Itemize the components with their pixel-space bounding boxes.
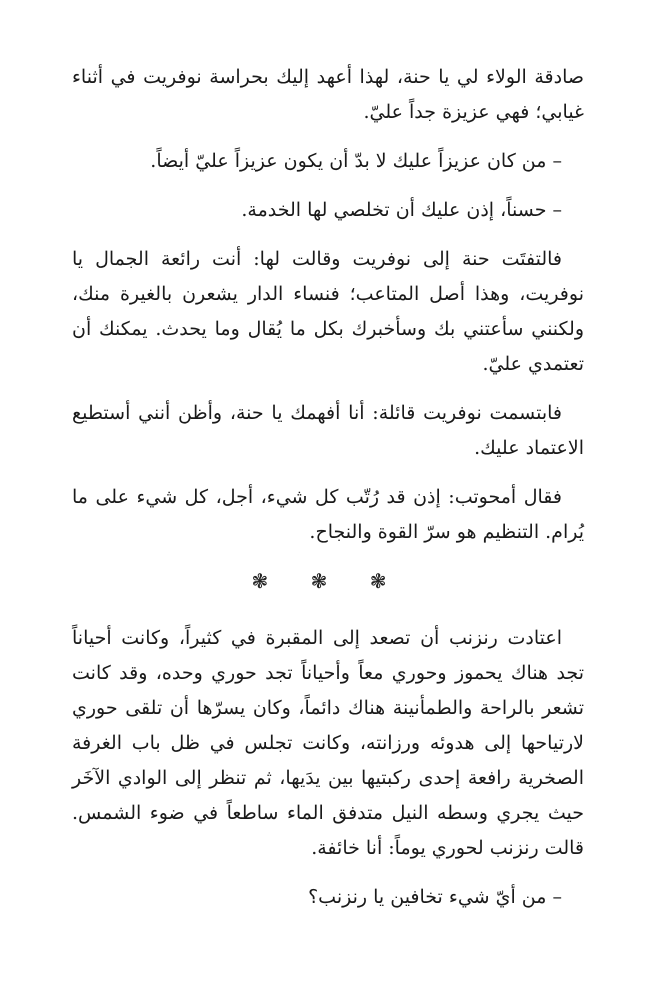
dialogue-serve-her: – حسناً، إذن عليك أن تخلصي لها الخدمة. [241,199,562,221]
dialogue-dear-to-me: – من كان عزيزاً عليك لا بدّ أن يكون عزيزاً عليّ أيضاً. [150,150,562,172]
book-page [72,60,584,929]
dialogue-what-afraid: – من أيّ شيء تخافين يا رنزنب؟ [308,886,562,908]
section-separator: ❃ ❃ ❃ [251,569,405,593]
paragraph-henet-loyalty: صادقة الولاء لي يا حنة، لهذا أعهد إليك بحراسة نوفريت في أثناء غيابي؛ فهي عزيزة جداً عليّ. [72,66,584,123]
paragraph-renisenb-tomb: اعتادت رنزنب أن تصعد إلى المقبرة في كثيراً، وكانت أحياناً تجد هناك يحموز وحوري معاً وأحياناً تجد حوري وحده، وقد كانت تشعر بالراحة والطمأنينة هناك دائماً، وكان يسرّها أن تلقى حوري لارتياحها إلى هدوئه ورزانته، وكانت تجلس في ظل باب الغرفة الصخرية رافعة إحدى ركبتيها بين يدَيها، ثم تنظر إلى الوادي الآخَر حيث يجري وسطه النيل متدفق الماء ساطعاً في ضوء الشمس. قالت رنزنب لحوري يوماً: أنا خائفة. [72,627,584,859]
paragraph-nofret-smiles: فابتسمت نوفريت قائلة: أنا أفهمك يا حنة، وأظن أنني أستطيع الاعتماد عليك. [72,402,584,459]
paragraph-imhotep-speaks: فقال أمحوتب: إذن قد رُتّب كل شيء، أجل، كل شيء على ما يُرام. التنظيم هو سرّ القوة والنجاح. [72,486,584,543]
paragraph-henet-to-nofret: فالتفتَت حنة إلى نوفريت وقالت لها: أنت رائعة الجمال يا نوفريت، وهذا أصل المتاعب؛ فنساء الدار يشعرن بالغيرة منك، ولكنني سأعتني بك وسأخبرك بكل ما يُقال وما يحدث. يمكنك أن تعتمدي عليّ. [72,248,584,375]
